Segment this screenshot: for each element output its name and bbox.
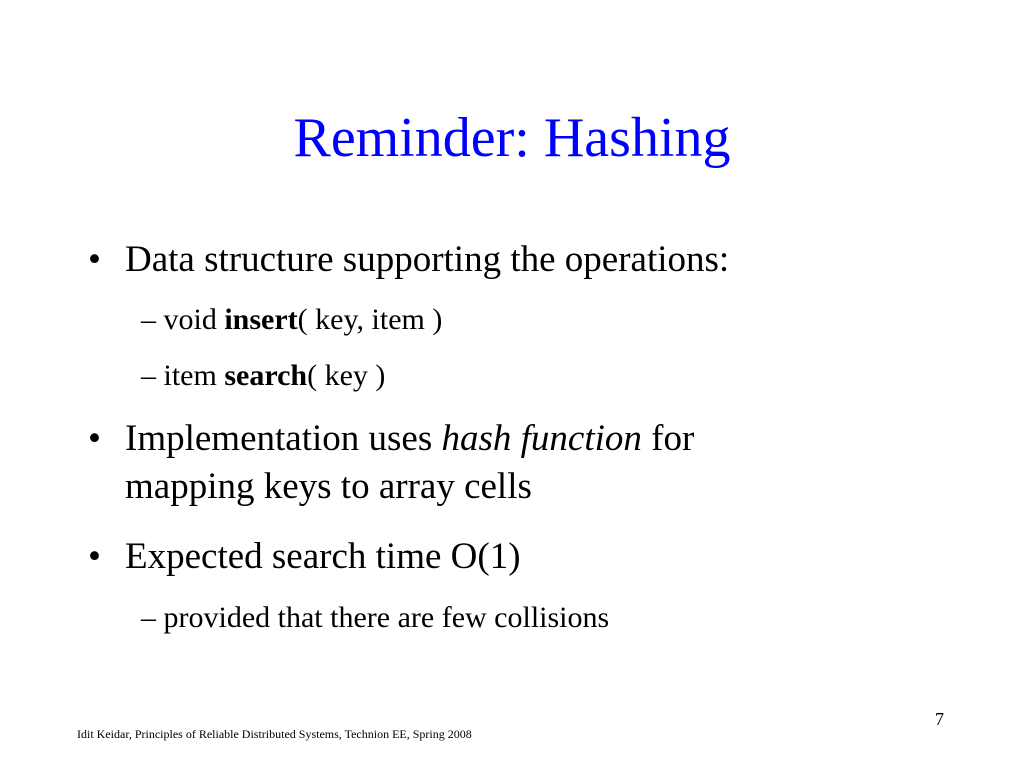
bullet-dot: • <box>88 536 101 577</box>
slide-title: Reminder: Hashing <box>293 107 731 169</box>
page-number: 7 <box>935 709 944 729</box>
bullet-2-pre: Implementation uses <box>125 418 442 459</box>
hash-function-term: hash function <box>441 418 642 459</box>
bullet-2-line-1 <box>125 415 908 463</box>
bullet-1-text: Data structure supporting the operations: <box>125 239 730 280</box>
bullet-3-text: Expected search time O(1) <box>125 536 521 577</box>
slide-footer: Idit Keidar, Principles of Reliable Distributed Systems, Technion EE, Spring 2008 <box>77 727 472 741</box>
bullet-3 <box>88 533 908 581</box>
sub-dash: – <box>141 601 156 634</box>
sub-dash: – <box>141 303 156 336</box>
bullet-1 <box>88 236 908 284</box>
bullet-2-post: for <box>641 418 695 459</box>
insert-keyword: insert <box>224 303 298 336</box>
sub-bullet-search <box>141 356 901 396</box>
sub-dash: – <box>141 359 156 392</box>
search-params: ( key ) <box>307 359 386 392</box>
sub-bullet-insert <box>141 300 901 340</box>
collisions-text: provided that there are few collisions <box>163 601 610 634</box>
insert-params: ( key, item ) <box>297 303 443 336</box>
insert-prefix: void <box>163 303 225 336</box>
search-keyword: search <box>224 359 308 392</box>
bullet-2 <box>88 415 908 511</box>
bullet-2-line-2: mapping keys to array cells <box>125 466 532 507</box>
bullet-dot: • <box>88 418 101 459</box>
search-prefix: item <box>163 359 225 392</box>
sub-bullet-collisions <box>141 598 901 638</box>
bullet-dot: • <box>88 239 101 280</box>
